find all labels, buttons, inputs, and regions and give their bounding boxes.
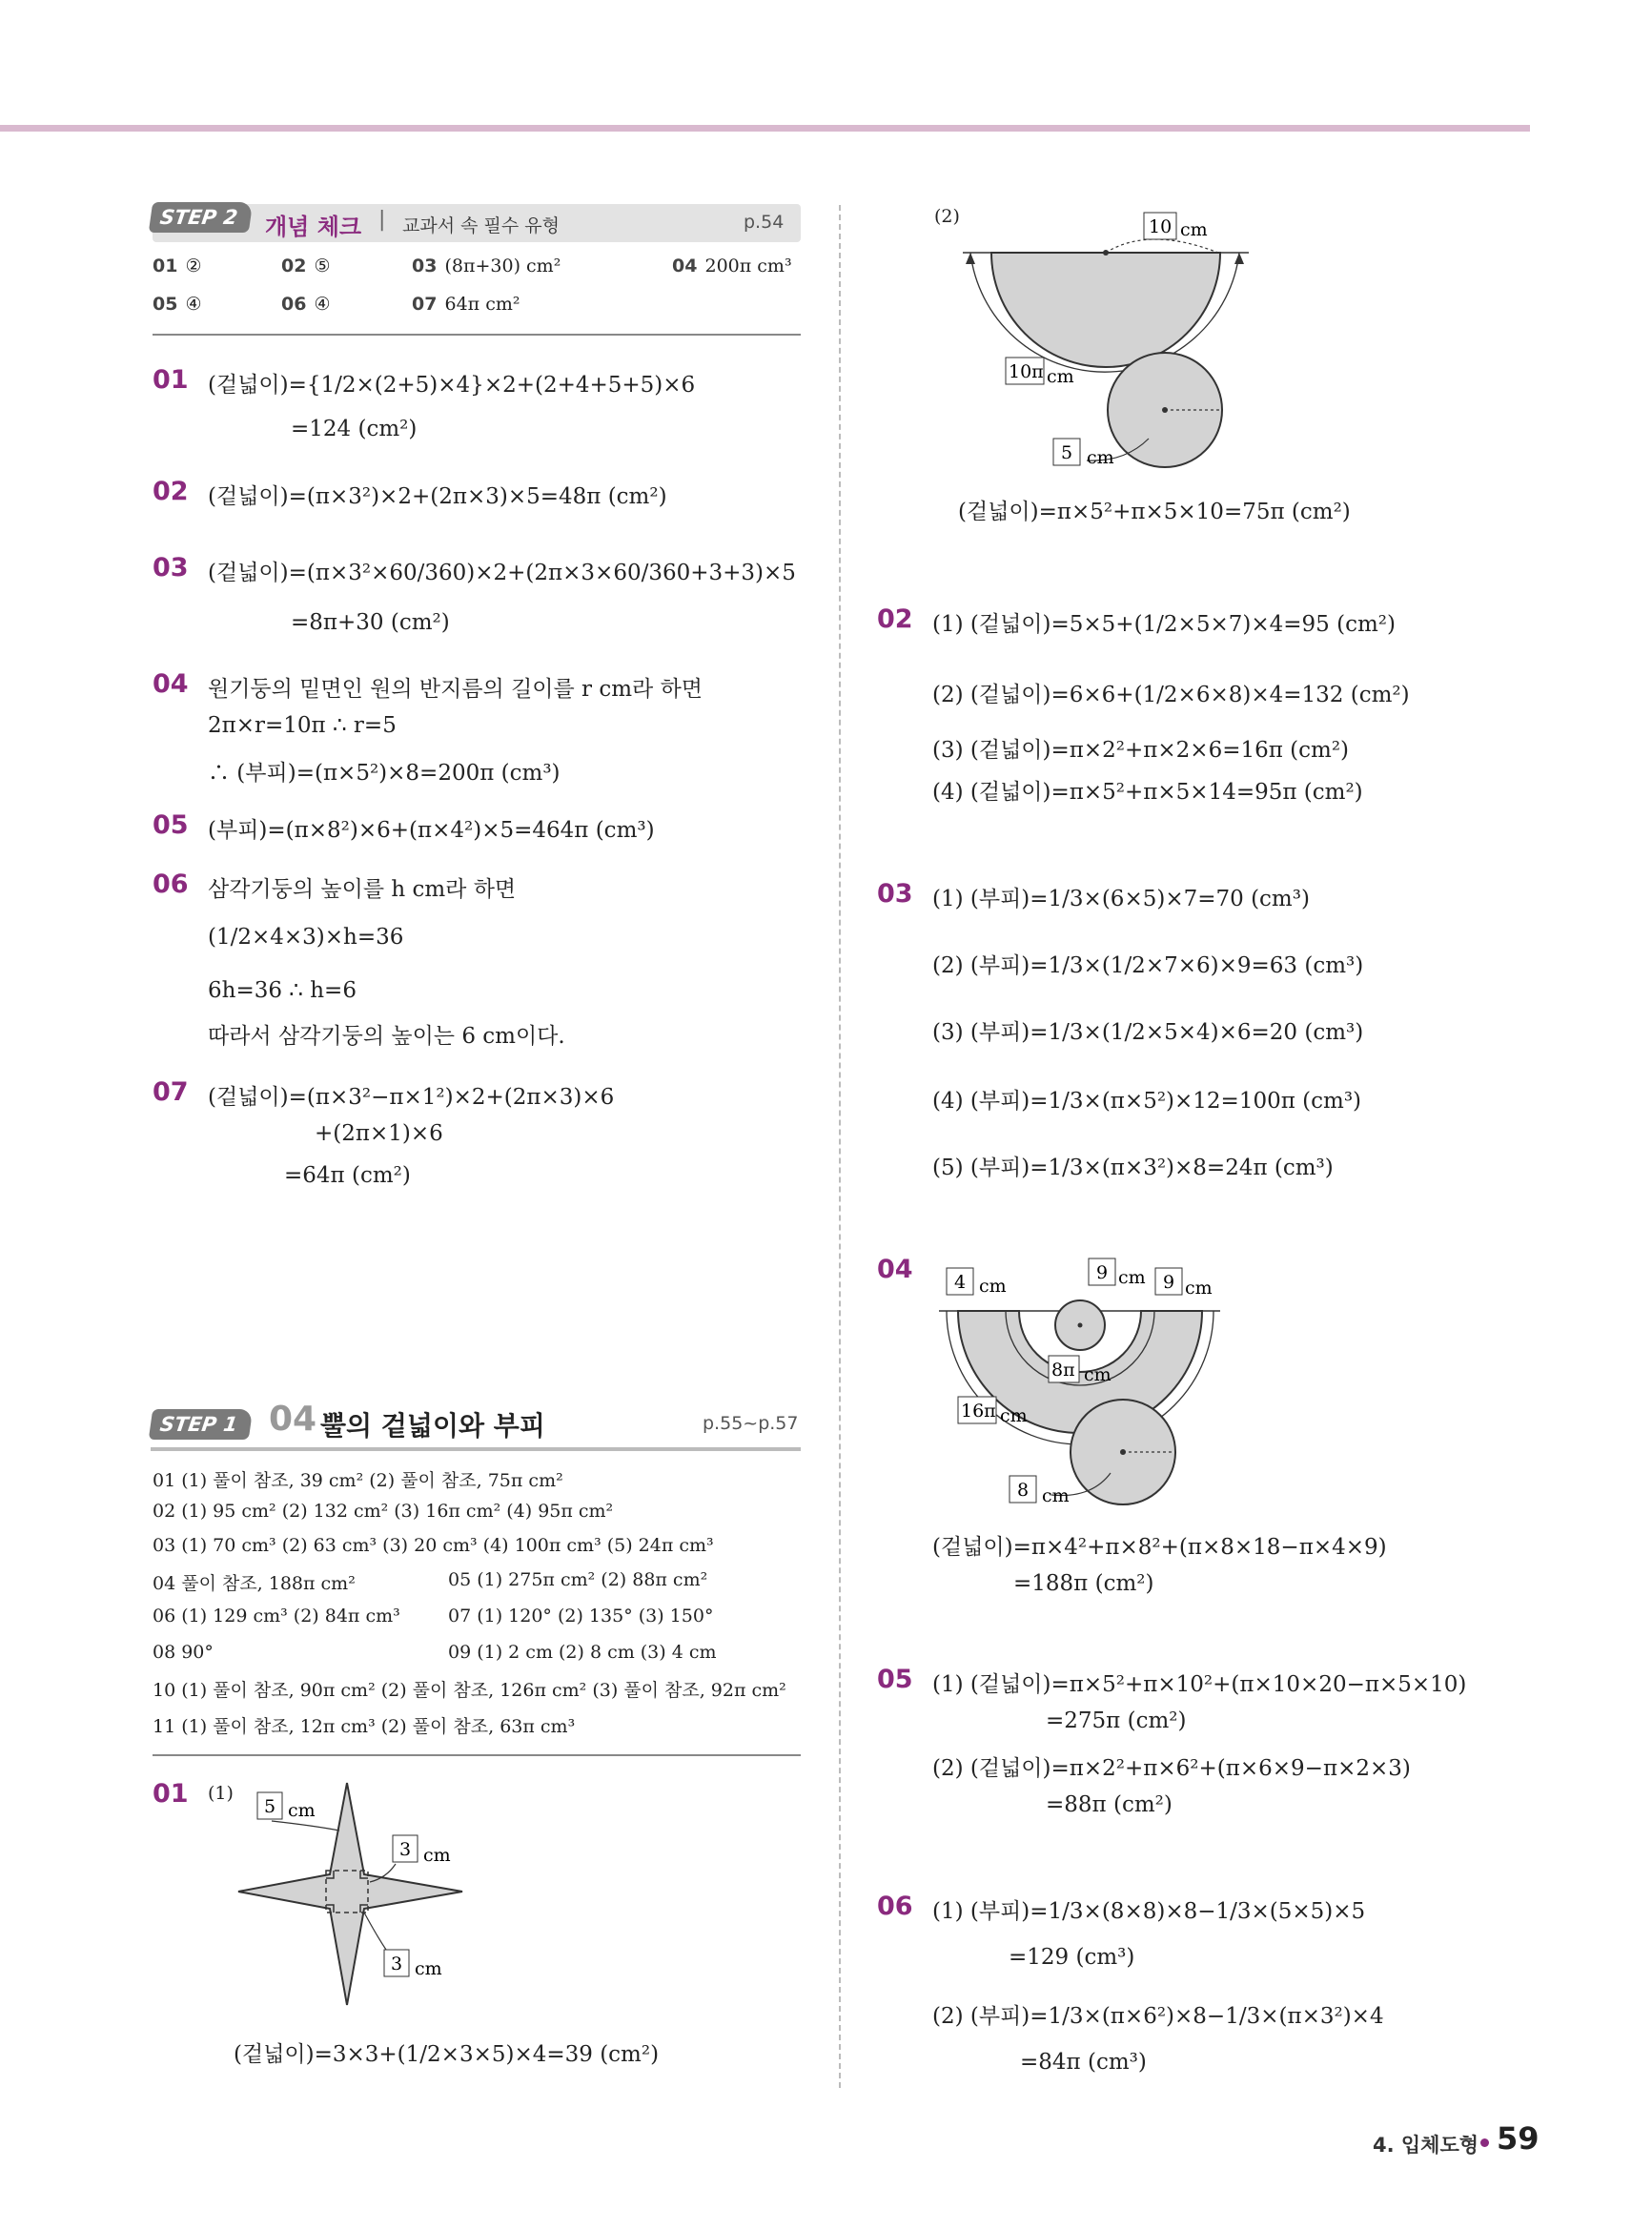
step2-answer: 06 ④ bbox=[281, 294, 331, 315]
step1-answer: 06 (1) 129 cm³ (2) 84π cm³ bbox=[153, 1606, 400, 1626]
problem-number: 01 bbox=[153, 365, 189, 395]
unit-label: cm bbox=[1180, 219, 1208, 240]
step2-page-ref: p.54 bbox=[744, 212, 785, 233]
step2-answer: 04 200π cm³ bbox=[672, 256, 792, 276]
unit-label: cm bbox=[1042, 1485, 1070, 1506]
step2-answer: 01 ② bbox=[153, 256, 202, 276]
unit-label: cm bbox=[1047, 366, 1074, 387]
dimension-label: 8 bbox=[1017, 1480, 1030, 1501]
step2-title: 개념 체크 bbox=[265, 214, 362, 240]
step1-answer: 02 (1) 95 cm² (2) 132 cm² (3) 16π cm² (4) 95π cm² bbox=[153, 1501, 614, 1522]
step2-subtitle: 교과서 속 필수 유형 bbox=[402, 215, 560, 236]
solution-line: 2π×r=10π ∴ r=5 bbox=[208, 713, 397, 738]
step1-answer: 11 (1) 풀이 참조, 12π cm³ (2) 풀이 참조, 63π cm³ bbox=[153, 1716, 576, 1737]
solution-line: 6h=36 ∴ h=6 bbox=[208, 978, 357, 1003]
step1-page-ref: p.55~p.57 bbox=[703, 1413, 799, 1434]
solution-line: (5) (부피)=1/3×(π×3²)×8=24π (cm³) bbox=[932, 1156, 1334, 1180]
step1-answer: 04 풀이 참조, 188π cm² bbox=[153, 1573, 356, 1594]
step1-answer: 01 (1) 풀이 참조, 39 cm² (2) 풀이 참조, 75π cm² bbox=[153, 1470, 563, 1491]
solution-line: =129 (cm³) bbox=[1009, 1945, 1135, 1970]
footer-bullet bbox=[1480, 2138, 1489, 2147]
center-dot bbox=[1078, 1323, 1083, 1328]
leader-line bbox=[272, 1821, 339, 1831]
solution-line: (부피)=(π×8²)×6+(π×4²)×5=464π (cm³) bbox=[208, 818, 655, 843]
section-rule bbox=[153, 334, 801, 336]
problem-number: 02 bbox=[153, 477, 189, 506]
arrow-head bbox=[966, 253, 975, 264]
truncated-cone-net-figure bbox=[929, 1249, 1234, 1516]
problem-number: 01 bbox=[153, 1779, 189, 1809]
solution-line: (1/2×4×3)×h=36 bbox=[208, 925, 404, 950]
solution-line: (2) (겉넓이)=π×2²+π×6²+(π×6×9−π×2×3) bbox=[932, 1756, 1411, 1781]
dimension-label: 16π bbox=[961, 1401, 996, 1422]
problem-number: 04 bbox=[877, 1255, 913, 1284]
problem-number: 02 bbox=[877, 604, 913, 634]
arrow-head bbox=[1234, 253, 1244, 264]
solution-line: (겉넓이)=(π×3²×60/360)×2+(2π×3×60/360+3+3)×5 bbox=[208, 561, 796, 585]
solution-line: =88π (cm²) bbox=[1046, 1792, 1173, 1817]
step1-underline bbox=[151, 1447, 801, 1451]
solution-line: (2) (겉넓이)=6×6+(1/2×6×8)×4=132 (cm²) bbox=[932, 683, 1410, 707]
step2-answer: 07 64π cm² bbox=[412, 294, 520, 315]
solution-line: (3) (겉넓이)=π×2²+π×2×6=16π (cm²) bbox=[932, 738, 1350, 763]
problem-number: 04 bbox=[153, 669, 189, 699]
problem-number: 03 bbox=[153, 553, 189, 583]
unit-label: cm bbox=[288, 1800, 316, 1821]
step1-answer: 07 (1) 120° (2) 135° (3) 150° bbox=[448, 1606, 714, 1626]
step2-badge: STEP 2 bbox=[149, 202, 254, 233]
solution-line: =64π (cm²) bbox=[284, 1163, 411, 1188]
solution-line: +(2π×1)×6 bbox=[315, 1121, 443, 1146]
chapter-label: 4. 입체도형 bbox=[1373, 2134, 1479, 2157]
leader-line bbox=[364, 1913, 386, 1950]
step2-answer: 02 ⑤ bbox=[281, 256, 331, 276]
dimension-label: 4 bbox=[954, 1272, 967, 1293]
solution-line: (2) (부피)=1/3×(1/2×7×6)×9=63 (cm³) bbox=[932, 953, 1364, 978]
unit-label: cm bbox=[1087, 447, 1114, 468]
step1-answer: 10 (1) 풀이 참조, 90π cm² (2) 풀이 참조, 126π cm² (3) 풀이 참조, 92π cm² bbox=[153, 1680, 786, 1701]
unit-label: cm bbox=[1084, 1364, 1112, 1385]
unit-label: cm bbox=[1000, 1405, 1028, 1426]
part-label: (1) bbox=[208, 1783, 234, 1804]
unit-label: cm bbox=[979, 1276, 1007, 1297]
part-label: (2) bbox=[934, 206, 960, 227]
problem-number: 06 bbox=[877, 1892, 913, 1921]
solution-line: (3) (부피)=1/3×(1/2×5×4)×6=20 (cm³) bbox=[932, 1020, 1364, 1045]
step2-answer: 03 (8π+30) cm² bbox=[412, 256, 561, 276]
solution-line: =188π (cm²) bbox=[1013, 1571, 1154, 1596]
problem-number: 03 bbox=[877, 879, 913, 909]
step1-badge: STEP 1 bbox=[149, 1409, 254, 1440]
solution-line: (1) (겉넓이)=5×5+(1/2×5×7)×4=95 (cm²) bbox=[932, 612, 1396, 637]
solution-line: 따라서 삼각기둥의 높이는 6 cm이다. bbox=[208, 1024, 565, 1049]
dimension-label: 10π bbox=[1009, 361, 1044, 382]
problem-number: 05 bbox=[153, 810, 189, 840]
solution-line: (겉넓이)=3×3+(1/2×3×5)×4=39 (cm²) bbox=[234, 2042, 660, 2067]
step1-section-number: 04 bbox=[269, 1400, 317, 1439]
solution-line: (겉넓이)=π×5²+π×5×10=75π (cm²) bbox=[958, 500, 1351, 524]
unit-label: cm bbox=[1118, 1267, 1146, 1288]
unit-label: cm bbox=[1185, 1278, 1213, 1299]
sector-shape bbox=[991, 253, 1220, 367]
solution-line: 삼각기둥의 높이를 h cm라 하면 bbox=[208, 877, 517, 902]
solution-line: (겉넓이)=(π×3²−π×1²)×2+(2π×3)×6 bbox=[208, 1085, 615, 1110]
solution-line: (1) (겉넓이)=π×5²+π×10²+(π×10×20−π×5×10) bbox=[932, 1672, 1467, 1697]
solution-line: (1) (부피)=1/3×(8×8)×8−1/3×(5×5)×5 bbox=[932, 1899, 1366, 1924]
solution-line: (겉넓이)=π×4²+π×8²+(π×8×18−π×4×9) bbox=[932, 1535, 1387, 1560]
section-rule bbox=[153, 1754, 801, 1756]
step1-title: 뿔의 겉넓이와 부피 bbox=[320, 1410, 545, 1442]
dimension-label: 8π bbox=[1051, 1360, 1075, 1381]
step1-answer: 09 (1) 2 cm (2) 8 cm (3) 4 cm bbox=[448, 1642, 717, 1663]
solution-line: (겉넓이)=(π×3²)×2+(2π×3)×5=48π (cm²) bbox=[208, 484, 667, 509]
solution-line: ∴ (부피)=(π×5²)×8=200π (cm³) bbox=[208, 761, 561, 786]
solution-line: (1) (부피)=1/3×(6×5)×7=70 (cm³) bbox=[932, 887, 1310, 911]
dimension-label: 9 bbox=[1163, 1272, 1175, 1293]
problem-number: 07 bbox=[153, 1077, 189, 1107]
dimension-label: 3 bbox=[399, 1839, 412, 1860]
solution-line: =8π+30 (cm²) bbox=[291, 610, 450, 635]
dimension-label: 10 bbox=[1149, 216, 1173, 237]
column-divider bbox=[839, 205, 841, 2088]
solution-line: (4) (부피)=1/3×(π×5²)×12=100π (cm³) bbox=[932, 1089, 1362, 1114]
solution-line: (겉넓이)={1/2×(2+5)×4}×2+(2+4+5+5)×6 bbox=[208, 373, 696, 398]
solution-line: 원기둥의 밑면인 원의 반지름의 길이를 r cm라 하면 bbox=[208, 677, 704, 702]
page-number: 59 bbox=[1497, 2120, 1540, 2157]
unit-label: cm bbox=[423, 1845, 451, 1866]
unit-label: cm bbox=[415, 1958, 442, 1979]
star-net-figure bbox=[229, 1773, 477, 2021]
problem-number: 06 bbox=[153, 869, 189, 899]
solution-line: =275π (cm²) bbox=[1046, 1708, 1187, 1733]
cone-net-figure bbox=[953, 205, 1268, 481]
solution-line: =124 (cm²) bbox=[291, 417, 418, 441]
step1-answer: 05 (1) 275π cm² (2) 88π cm² bbox=[448, 1569, 708, 1590]
step1-answer: 08 90° bbox=[153, 1642, 214, 1663]
solution-line: (2) (부피)=1/3×(π×6²)×8−1/3×(π×3²)×4 bbox=[932, 2004, 1384, 2029]
radius-arc-guide bbox=[1106, 239, 1218, 253]
step1-answer: 03 (1) 70 cm³ (2) 63 cm³ (3) 20 cm³ (4) 100π cm³ (5) 24π cm³ bbox=[153, 1535, 714, 1556]
step2-answer: 05 ④ bbox=[153, 294, 202, 315]
dimension-label: 5 bbox=[1061, 442, 1073, 463]
solution-line: =84π (cm³) bbox=[1020, 2050, 1147, 2075]
problem-number: 05 bbox=[877, 1665, 913, 1694]
dimension-label: 5 bbox=[264, 1796, 276, 1817]
step2-separator: | bbox=[378, 208, 386, 232]
top-accent-bar bbox=[0, 125, 1530, 132]
solution-line: (4) (겉넓이)=π×5²+π×5×14=95π (cm²) bbox=[932, 780, 1363, 805]
dimension-label: 3 bbox=[391, 1954, 403, 1974]
dimension-label: 9 bbox=[1096, 1262, 1109, 1283]
